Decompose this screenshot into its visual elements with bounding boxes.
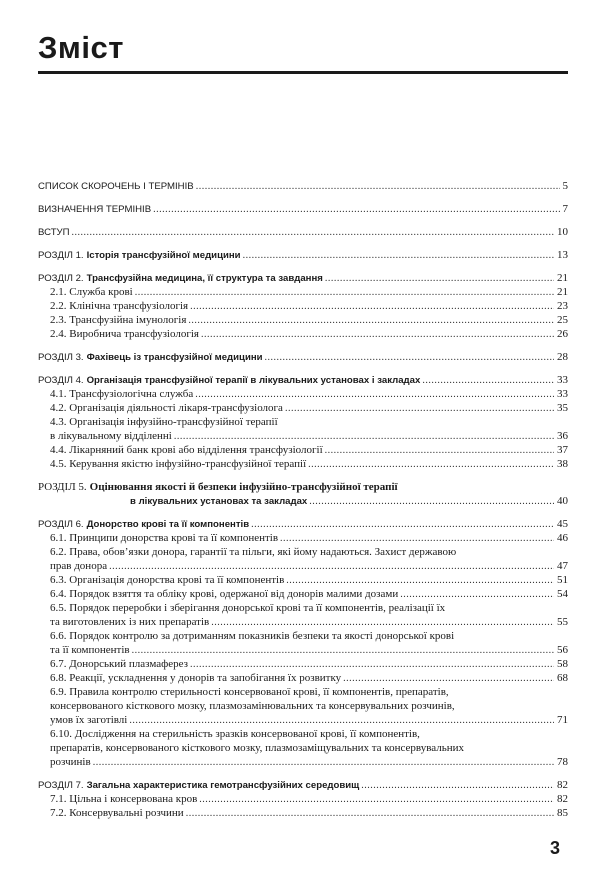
entry-page: 55 <box>557 616 568 628</box>
entry-page: 23 <box>557 300 568 312</box>
entry-label: ВИЗНАЧЕННЯ ТЕРМІНІВ <box>38 204 152 215</box>
page-number: 3 <box>550 838 561 858</box>
entry-label: 6.8. Реакції, ускладнення у донорів та запобігання їх розвитку <box>50 672 342 684</box>
toc-entry-abbreviations[interactable] <box>38 179 568 193</box>
toc-chapter-4[interactable] <box>38 373 568 387</box>
chapter-title: Трансфузійна медицина, її структура та завдання <box>86 273 323 284</box>
toc-section-6-9-line1[interactable]: 6.9. Правила контролю стерильності консервованої крові, її компонентів, препаратів, <box>50 686 449 698</box>
toc-section-2-4[interactable] <box>38 327 568 341</box>
chapter-prefix: РОЗДІЛ 1. <box>38 250 84 261</box>
entry-label: 7.2. Консервувальні розчини <box>50 807 184 819</box>
entry-page: 35 <box>557 402 568 414</box>
title-underline <box>38 71 568 74</box>
entry-page: 25 <box>557 314 568 326</box>
chapter-prefix: РОЗДІЛ 5. <box>38 481 87 493</box>
chapter-title: Донорство крові та її компонентів <box>86 519 250 530</box>
entry-label: 7.1. Цільна і консервована кров <box>50 793 198 805</box>
chapter-title-cont: в лікувальних установах та закладах <box>130 496 308 507</box>
toc-section-6-7[interactable] <box>38 657 568 671</box>
entry-page: 5 <box>562 180 568 192</box>
toc-section-6-4[interactable] <box>38 587 568 601</box>
entry-page: 21 <box>557 272 568 284</box>
toc-section-6-8[interactable] <box>38 671 568 685</box>
toc-section-6-5[interactable] <box>38 615 568 629</box>
toc-section-2-3[interactable] <box>38 313 568 327</box>
entry-label: 2.3. Трансфузійна імунологія <box>50 314 187 326</box>
toc-entry-definitions[interactable] <box>38 202 568 216</box>
entry-page: 82 <box>557 793 568 805</box>
entry-label: та її компонентів <box>50 644 130 656</box>
toc-chapter-2[interactable] <box>38 271 568 285</box>
entry-label: 2.2. Клінічна трансфузіологія <box>50 300 189 312</box>
entry-label: СПИСОК СКОРОЧЕНЬ І ТЕРМІНІВ <box>38 181 194 192</box>
toc-section-6-10[interactable] <box>38 755 568 769</box>
toc-section-4-2[interactable] <box>38 401 568 415</box>
toc-section-2-1[interactable] <box>38 285 568 299</box>
entry-label: 4.1. Трансфузіологічна служба <box>50 388 194 400</box>
entry-page: 47 <box>557 560 568 572</box>
entry-label: ВСТУП <box>38 227 70 238</box>
chapter-prefix: РОЗДІЛ 2. <box>38 273 84 284</box>
entry-label: 4.5. Керування якістю інфузійно-трансфузійної терапії <box>50 458 307 470</box>
entry-label: розчинів <box>50 756 91 768</box>
chapter-title: Організація трансфузійної терапії в лікувальних установах і закладах <box>86 375 421 386</box>
toc-section-6-2[interactable] <box>38 559 568 573</box>
entry-page: 13 <box>557 249 568 261</box>
entry-page: 46 <box>557 532 568 544</box>
toc-chapter-5[interactable] <box>38 494 568 508</box>
entry-page: 38 <box>557 458 568 470</box>
chapter-prefix: РОЗДІЛ 6. <box>38 519 84 530</box>
entry-page: 10 <box>557 226 568 238</box>
chapter-prefix: РОЗДІЛ 7. <box>38 780 84 791</box>
toc-section-6-1[interactable] <box>38 531 568 545</box>
chapter-title: Загальна характеристика гемотрансфузійних середовищ <box>86 780 360 791</box>
toc-section-6-6-line1[interactable]: 6.6. Порядок контролю за дотриманням показників безпеки та якості донорської крові <box>50 630 455 642</box>
toc-chapter-7[interactable] <box>38 778 568 792</box>
entry-page: 36 <box>557 430 568 442</box>
entry-page: 37 <box>557 444 568 456</box>
chapter-title: Оцінювання якості й безпеки інфузійно-трансфузійної терапії <box>89 481 398 493</box>
chapter-title: Фахівець із трансфузійної медицини <box>86 352 263 363</box>
entry-page: 33 <box>557 374 568 386</box>
entry-label: 2.4. Виробнича трансфузіологія <box>50 328 199 340</box>
entry-page: 56 <box>557 644 568 656</box>
page-title: Зміст <box>38 30 124 65</box>
entry-label: 6.1. Принципи донорства крові та її компонентів <box>50 532 279 544</box>
entry-page: 68 <box>557 672 568 684</box>
toc-section-7-2[interactable] <box>38 806 568 820</box>
entry-page: 33 <box>557 388 568 400</box>
entry-page: 58 <box>557 658 568 670</box>
toc-entry-introduction[interactable] <box>38 225 568 239</box>
entry-page: 21 <box>557 286 568 298</box>
chapter-prefix: РОЗДІЛ 3. <box>38 352 84 363</box>
entry-page: 7 <box>562 203 568 215</box>
toc-section-4-1[interactable] <box>38 387 568 401</box>
entry-label: 6.4. Порядок взяття та обліку крові, одержаної від донорів малими дозами <box>50 588 399 600</box>
toc-section-6-6[interactable] <box>38 643 568 657</box>
toc-chapter-5-line1[interactable] <box>38 480 568 494</box>
entry-label: прав донора <box>50 560 108 572</box>
toc-section-4-3[interactable] <box>38 429 568 443</box>
entry-page: 85 <box>557 807 568 819</box>
toc-section-6-5-line1[interactable]: 6.5. Порядок переробки і зберігання донорської крові та її компонентів, реалізації їх <box>50 602 446 614</box>
chapter-title: Історія трансфузійної медицини <box>86 250 241 261</box>
entry-label: 4.2. Організація діяльності лікаря-трансфузіолога <box>50 402 283 414</box>
toc-section-6-10-line1[interactable]: 6.10. Дослідження на стерильність зразків консервованої крові, її компонентів, <box>50 728 420 740</box>
entry-label: в лікувальному відділенні <box>50 430 172 442</box>
chapter-prefix: РОЗДІЛ 4. <box>38 375 84 386</box>
table-of-contents <box>38 179 568 820</box>
entry-page: 82 <box>557 779 568 791</box>
entry-page: 54 <box>557 588 568 600</box>
entry-page: 45 <box>557 518 568 530</box>
toc-section-6-10-line2[interactable]: препаратів, консервованого кісткового мозку, плазмозаміщувальних та консервувальних <box>50 742 465 754</box>
entry-page: 28 <box>557 351 568 363</box>
entry-label: 4.4. Лікарняний банк крові або відділення трансфузіології <box>50 444 323 456</box>
toc-section-2-2[interactable] <box>38 299 568 313</box>
entry-label: умов їх заготівлі <box>50 714 128 726</box>
toc-section-6-9[interactable] <box>38 713 568 727</box>
toc-section-6-9-line2[interactable]: консервованого кісткового мозку, плазмозамінювальних та консервувальних розчинів, <box>50 700 455 712</box>
entry-label: 2.1. Служба крові <box>50 286 133 298</box>
toc-section-6-3[interactable] <box>38 573 568 587</box>
entry-label: 6.7. Донорський плазмаферез <box>50 658 188 670</box>
toc-section-7-1[interactable] <box>38 792 568 806</box>
entry-page: 51 <box>557 574 568 586</box>
toc-chapter-3[interactable] <box>38 350 568 364</box>
entry-page: 71 <box>557 714 568 726</box>
toc-section-4-3-line1[interactable]: 4.3. Організація інфузійно-трансфузійної терапії <box>50 416 278 428</box>
entry-page: 40 <box>557 495 568 507</box>
toc-section-6-2-line1[interactable]: 6.2. Права, обов’язки донора, гарантії та пільги, які йому надаються. Захист державою <box>50 546 457 558</box>
entry-page: 78 <box>557 756 568 768</box>
toc-chapter-1[interactable] <box>38 248 568 262</box>
toc-chapter-6[interactable] <box>38 517 568 531</box>
entry-page: 26 <box>557 328 568 340</box>
entry-label: 6.3. Організація донорства крові та її компонентів <box>50 574 285 586</box>
toc-section-4-4[interactable] <box>38 443 568 457</box>
toc-section-4-5[interactable] <box>38 457 568 471</box>
entry-label: та виготовлених із них препаратів <box>50 616 210 628</box>
